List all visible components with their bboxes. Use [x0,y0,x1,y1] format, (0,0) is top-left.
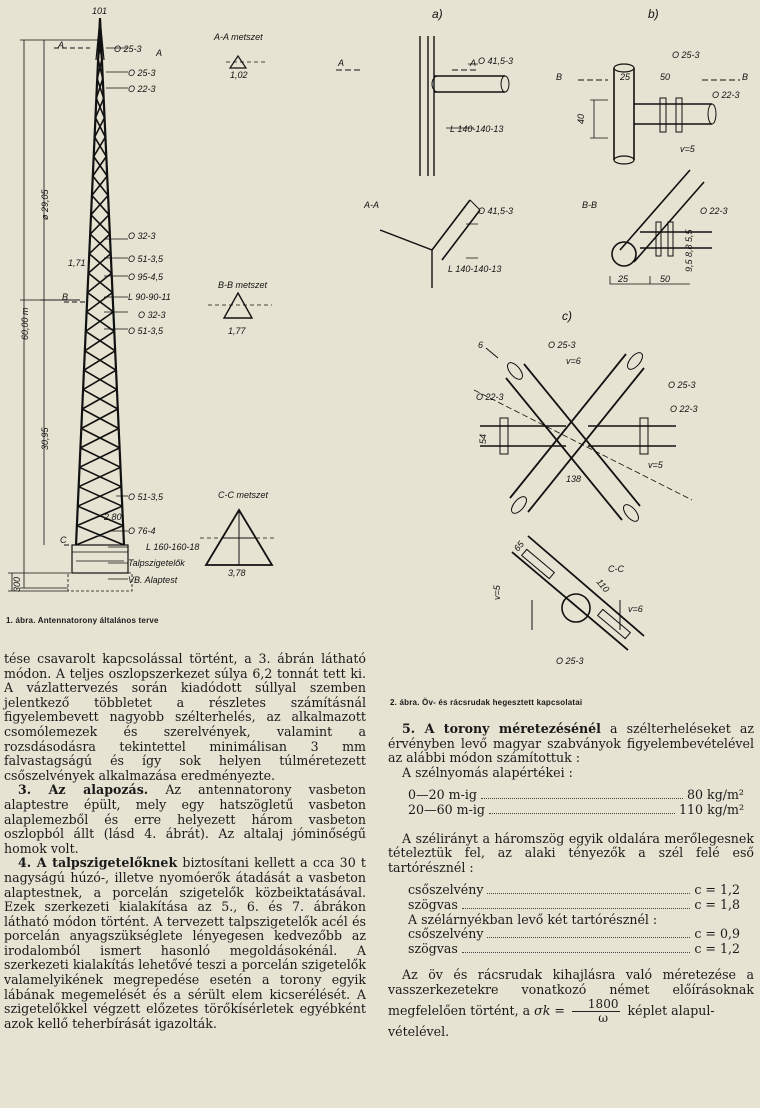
label-b2: 25 [620,72,631,82]
label-c4: O 25-3 [668,380,696,390]
label-bb: B-B [582,200,598,210]
factor-row-2-value: c = 1,8 [694,896,740,912]
label-c13: v=6 [628,604,643,614]
factor-row-3-value: c = 0,9 [694,926,740,942]
label-c2: v=6 [566,356,581,366]
label-a2: L 140-140-13 [450,124,504,134]
label-q6: O 51-3,5 [128,326,164,336]
factor-row-2 [388,898,754,913]
label-a4: L 140-140-13 [448,264,502,274]
label-a1: O 41,5-3 [478,56,514,66]
factor-row-1 [388,883,754,898]
left-paragraph-1: tése csavarolt kapcsolással történt, a 3. ábrán látható módon. A teljes oszlopszerkezet súlya 6,2 tonnát tett ki. A vázlattervezés során kiadódott súllyal szemben jelentkező többletet a részletes számításnál figyelembevett nagyobb szélterhelés, az alkalmazott csomólemezek és szerelvények, valamint a rozsdásodásra tekintettel minimálisan 3 mm falvastagságú és így sok helyen túlméretezett csőszelvények alkalmazása eredményezte. [4,651,366,783]
section-5-heading: 5. A torony méretezésénél [402,721,601,736]
wind-row-2-value: 110 kg/m² [679,801,744,817]
label-h-lower: 30,95 [40,427,50,450]
label-p2: O 25-3 [128,68,156,78]
factor-row-1-label: csőszelvény [408,882,484,898]
tower-drawing [8,18,276,591]
label-b3: 50 [660,72,671,82]
label-b6: v=5 [680,144,695,154]
label-cc-val: 3,78 [228,568,246,578]
label-r4: Talpszigetelők [128,558,185,568]
section-4-heading: 4. A talpszigetelőknek [18,855,178,871]
wind-row-2-label: 20—60 m-ig [408,801,485,817]
label-p1b: A [156,48,163,58]
label-h-upper: ø 29,05 [40,189,50,220]
right-section-5 [388,722,754,766]
buckling-text: Az öv és rácsrudak kihajlásra való méretezése a vasszerkezetekre vonatkozó német előírásoknak megfelelően történt, a [388,967,754,1018]
label-h-total: 60,00 m [20,307,30,340]
label-c7: 138 [566,474,582,484]
label-a-mark: A [58,40,65,50]
wind-row-1-label: 0—20 m-ig [408,787,477,803]
factor-row-3-label: csőszelvény [408,926,484,942]
formula-fraction [572,998,621,1025]
formula-denominator: ω [598,1010,609,1025]
label-fig2-c: c) [562,309,572,323]
factor-row-3 [388,927,754,942]
label-fig2-a: a) [432,7,443,21]
left-section-4 [4,856,366,1031]
label-p1: O 25-3 [114,44,142,54]
label-b8: 25 [618,274,629,284]
label-bb-title: B-B metszet [218,280,268,290]
label-r1: O 51-3,5 [128,492,164,502]
buckling-paragraph [388,968,754,1024]
label-b7: O 22-3 [700,206,728,216]
joint-c-drawing [474,348,692,650]
label-b-mark-2: B [742,72,749,82]
label-a-mark: A [338,58,345,68]
label-aa-val: 1,02 [230,70,248,80]
label-c11: 110 [594,576,612,595]
label-cc-title: C-C metszet [218,490,269,500]
label-b5: 40 [576,113,586,124]
factor-row-2-label: szögvas [408,896,458,912]
label-r5: VB. Alaptest [128,575,178,585]
label-b4: O 22-3 [712,90,740,100]
label-bb-val: 1,77 [228,326,246,336]
left-column [4,652,366,1031]
label-a-mark-2: A [470,58,477,68]
label-b10: 9,5 8,8 5,5 [684,229,694,272]
wind-row-2 [388,803,754,818]
label-q4: L 90-90-11 [128,292,171,302]
factor-row-4-label: szögvas [408,940,458,956]
label-aa: A-A [364,200,380,210]
label-top: 101 [92,6,108,16]
section-5-body: a szélterheléseket az érvényben levő magyar szabványok figyelembevételével az alábbi módon számítottuk : [388,721,754,766]
shadow-intro: A szélárnyékban levő két tartórésznél : [408,911,658,927]
label-c6: 54 [478,433,488,444]
label-q1: O 32-3 [128,231,156,241]
label-b1: O 25-3 [672,50,700,60]
wind-pressure-intro: A szélnyomás alapértékei : [402,764,573,780]
label-q5: O 32-3 [138,310,166,320]
final-line: vételével. [388,1023,450,1039]
wind-row-1 [388,788,754,803]
label-base-h: 300 [12,576,22,592]
left-section-3 [4,783,366,856]
right-column [388,722,754,1039]
label-c8: v=5 [648,460,663,470]
label-c14: O 25-3 [556,656,584,666]
label-c-mark: C [60,535,67,545]
sigma-symbol: σk = [534,1002,565,1018]
joint-a-labels [337,7,513,274]
section-3-heading: 3. Az alapozás. [18,782,149,798]
factor-row-4-value: c = 1,2 [694,940,740,956]
tower-labels [12,6,269,592]
label-c5: O 22-3 [670,404,698,414]
label-q2: O 51-3,5 [128,254,164,264]
label-c10: 65 [511,539,526,554]
label-b9: 50 [660,274,671,284]
wind-direction-paragraph: A szélirányt a háromszög egyik oldalára merőlegesnek tételeztük fel, az alaki tényezők a szél felé eső tartórésznél : [388,830,754,875]
label-q3: O 95-4,5 [128,272,164,282]
label-c12: v=5 [492,585,502,600]
label-b-mark: B [556,72,563,82]
label-c1: O 25-3 [548,340,576,350]
factor-row-4 [388,942,754,957]
factor-row-1-value: c = 1,2 [694,882,740,898]
label-cc: C-C [608,564,624,574]
label-r3: L 160-160-18 [146,542,200,552]
joint-a-drawing [336,36,509,288]
section-3-body: Az antennatorony vasbeton alaptestre épült, mely egy hatszögletű vasbeton alaplemezből és erre helyezett három vasbeton oszlopból állt (lásd 4. ábrát). Az altalaj jóminőségű homok volt. [4,782,366,856]
buckling-text-end: képlet alapul- [627,1002,715,1018]
label-r280: 2,80 [104,512,122,522]
label-p3: O 22-3 [128,84,156,94]
section-4-body: biztosítani kellett a cca 30 t nagyságú húzó-, illetve nyomóerők átadását a vasbeton alaptestnek, a porcelán szigetelők közbeiktatásával. Ezek szerkezeti kialakítása az 5., 6. és 7. ábrákon látható módon történt. A tervezett talpszigetelők acél és porcelán anyagszükséglete lényegesen kedvezőbb az irodalomból ismert hasonló megoldásokénál. A szerkezeti kialakítás lehetővé teszi a porcelán szigetelők valamelyikének megrepedése esetén a torony egyik lábának megemelését és a sérült elem kicserélését. A szigetelőkkel végzett előzetes törőkísérletek egyébként azok kellő teherbírását igazolták. [4,855,366,1031]
label-aa-title: A-A metszet [214,32,263,42]
wind-row-1-value: 80 kg/m² [687,787,744,803]
fig1-caption: 1. ábra. Antennatorony általános terve [6,616,159,625]
label-a3: O 41,5-3 [478,206,514,216]
label-b-mark: B [62,292,69,302]
label-r2: O 76-4 [128,526,156,536]
formula-numerator: 1800 [572,998,621,1012]
label-c3: O 22-3 [476,392,504,402]
label-w171: 1,71 [68,258,86,268]
fig2-caption: 2. ábra. Öv- és rácsrudak hegesztett kapcsolatai [390,698,583,707]
label-fig2-b: b) [648,7,659,21]
label-c9: 6 [478,340,484,350]
